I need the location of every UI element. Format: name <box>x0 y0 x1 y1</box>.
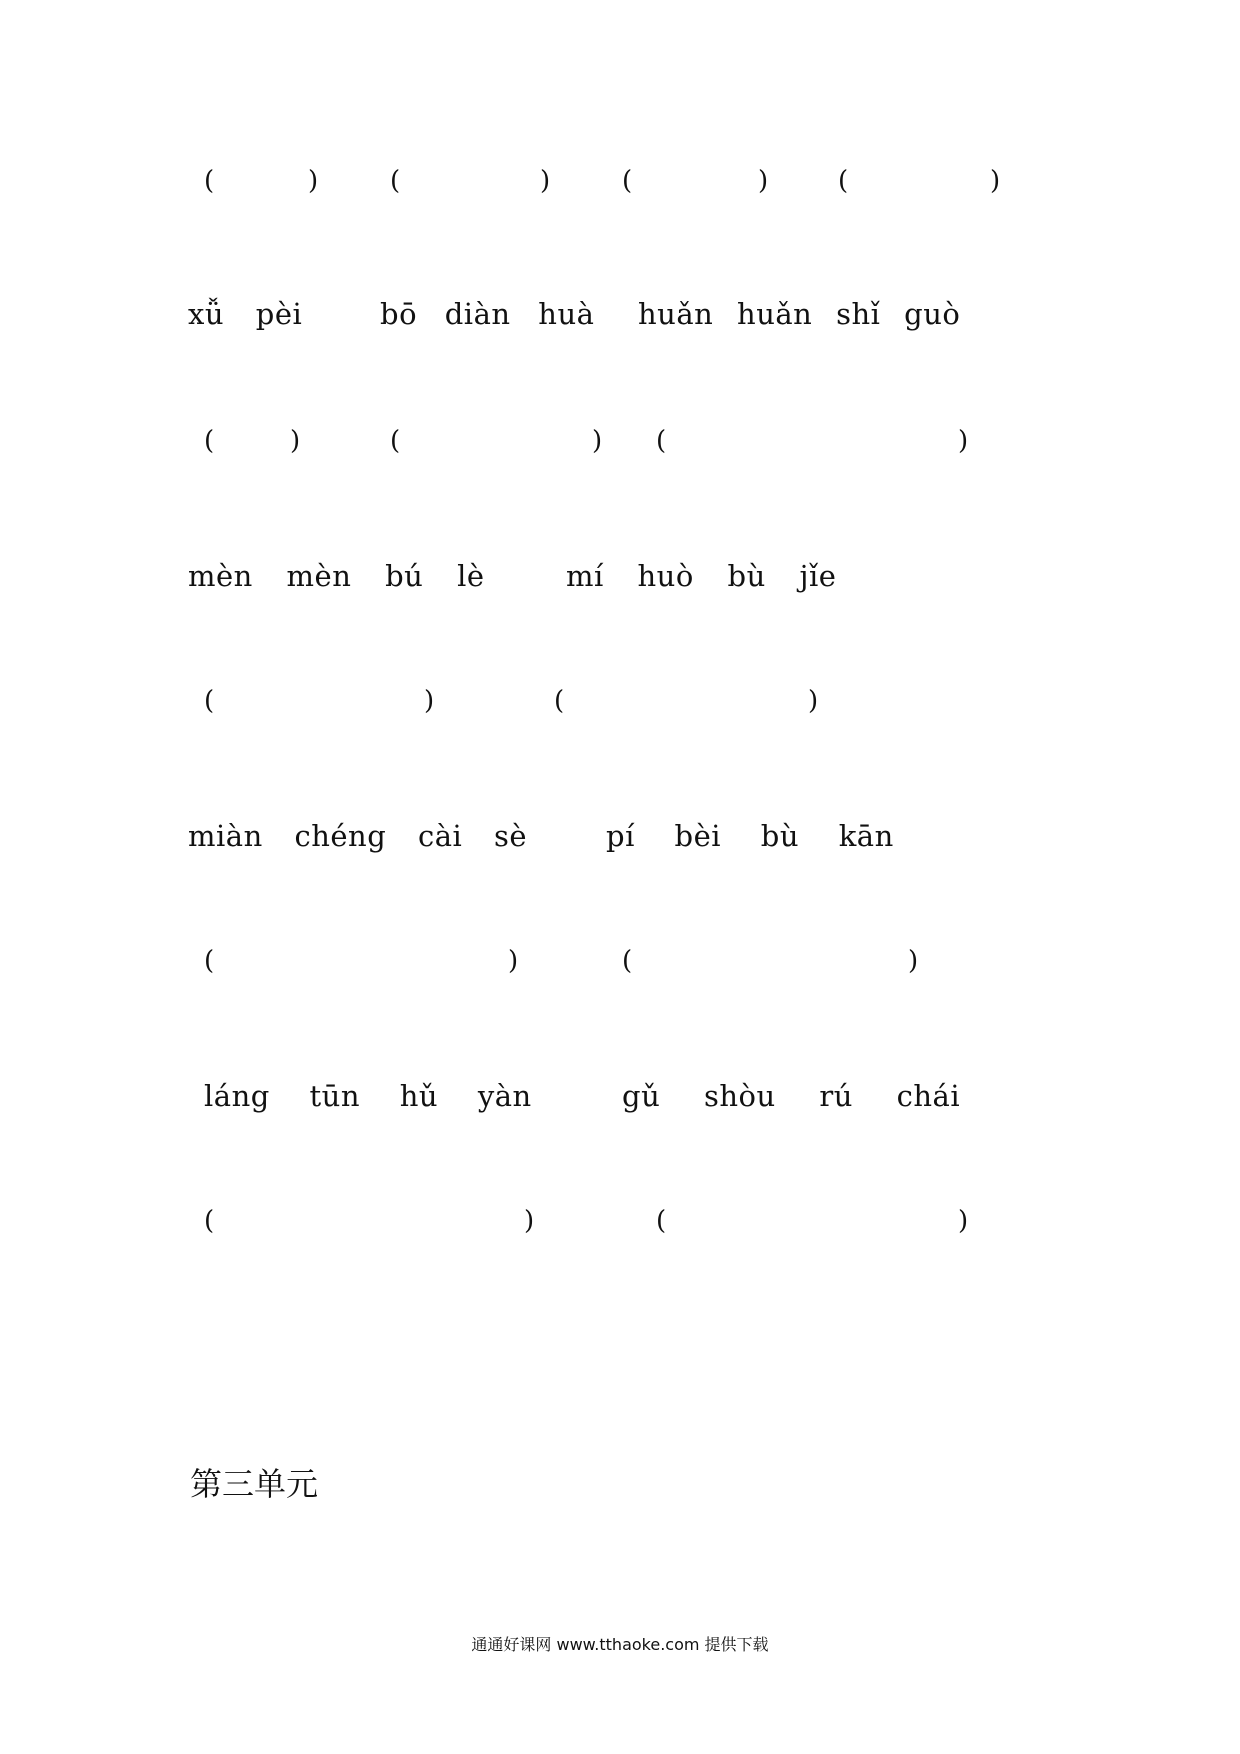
blank-close: ) <box>592 426 603 456</box>
pinyin-word: pí bèi bù kān <box>606 819 894 853</box>
blank-close: ) <box>958 426 969 456</box>
blank-open: ( <box>204 166 215 196</box>
blank-row-1 <box>0 168 1240 228</box>
pinyin-row-2 <box>0 559 1240 622</box>
pinyin-word: mí huò bù jǐe <box>566 559 837 593</box>
blank-close: ) <box>908 946 919 976</box>
blank-close: ) <box>758 166 769 196</box>
blank-close: ) <box>990 166 1001 196</box>
blank-open: ( <box>204 686 215 716</box>
pinyin-word: xǚ pèi <box>188 297 303 331</box>
blank-open: ( <box>204 946 215 976</box>
page-footer: 通通好课网 www.tthaoke.com 提供下载 <box>471 1635 769 1654</box>
blank-open: ( <box>204 1206 215 1236</box>
blank-close: ) <box>808 686 819 716</box>
pinyin-row-1 <box>0 297 1240 360</box>
blank-close: ) <box>424 686 435 716</box>
blank-open: ( <box>204 426 215 456</box>
pinyin-word: láng tūn hǔ yàn <box>204 1079 532 1113</box>
blank-row-2 <box>0 428 1240 488</box>
section-heading: 第三单元 <box>190 1465 319 1503</box>
pinyin-word: bō diàn huà <box>380 297 595 331</box>
blank-open: ( <box>390 166 401 196</box>
pinyin-word: miàn chéng cài sè <box>188 819 528 853</box>
blank-row-3 <box>0 688 1240 748</box>
blank-close: ) <box>540 166 551 196</box>
blank-close: ) <box>958 1206 969 1236</box>
blank-open: ( <box>622 946 633 976</box>
blank-close: ) <box>508 946 519 976</box>
blank-close: ) <box>524 1206 535 1236</box>
blank-open: ( <box>656 426 667 456</box>
blank-close: ) <box>290 426 301 456</box>
blank-open: ( <box>656 1206 667 1236</box>
pinyin-word: huǎn huǎn shǐ guò <box>638 297 961 331</box>
blank-open: ( <box>390 426 401 456</box>
pinyin-word: gǔ shòu rú chái <box>622 1079 961 1113</box>
blank-open: ( <box>838 166 849 196</box>
blank-row-4 <box>0 948 1240 1008</box>
blank-open: ( <box>622 166 633 196</box>
blank-row-5 <box>0 1208 1240 1268</box>
blank-open: ( <box>554 686 565 716</box>
blank-close: ) <box>308 166 319 196</box>
pinyin-row-4 <box>0 1079 1240 1142</box>
pinyin-row-3 <box>0 819 1240 882</box>
pinyin-word: mèn mèn bú lè <box>188 559 485 593</box>
